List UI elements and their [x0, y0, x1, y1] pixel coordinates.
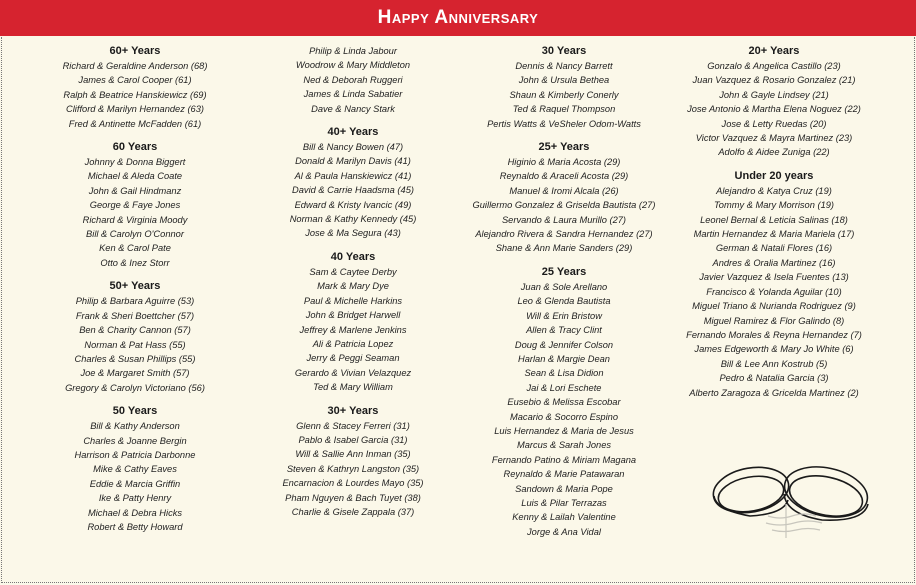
couple-name: George & Faye Jones [89, 200, 181, 211]
anniversary-section [246, 125, 460, 241]
couple-name: Ali & Patricia Lopez [312, 338, 394, 349]
couple-name: Norman & Kathy Kennedy (45) [289, 214, 417, 225]
couple-name: Alberto Zaragoza & Gricelda Martinez (2) [689, 387, 859, 398]
couple-name: Ned & Deborah Ruggeri [303, 74, 403, 85]
couple-name: Otto & Inez Storr [100, 257, 170, 268]
couple-name: Pertis Watts & VeSheler Odom-Watts [487, 118, 641, 129]
anniversary-section [246, 404, 460, 520]
couple-name: Richard & Geraldine Anderson (68) [62, 61, 208, 71]
couple-name: Jerry & Peggi Seaman [306, 353, 400, 364]
section-heading: Under 20 years [734, 169, 814, 182]
couple-list [458, 280, 670, 539]
anniversary-section [246, 250, 460, 395]
couple-name: Sean & Lisa Didion [524, 368, 604, 379]
anniversary-section [668, 169, 880, 400]
couple-name: Ralph & Beatrice Hanskiewicz (69) [63, 89, 207, 100]
couple-name: Pham Nguyen & Bach Tuyet (38) [285, 492, 421, 503]
couple-name: Kenny & Lailah Valentine [512, 512, 616, 523]
section-heading: 40+ Years [327, 126, 379, 139]
couple-name: Luis Hernandez & Maria de Jesus [494, 425, 634, 436]
couple-name: Miguel Ramirez & Flor Galindo (8) [703, 315, 845, 326]
couple-name: Ken & Carol Pate [99, 243, 171, 254]
couple-name: Fred & Antinette McFadden (61) [68, 118, 202, 129]
couple-list [246, 419, 460, 520]
couple-name: Marcus & Sarah Jones [516, 440, 612, 451]
couple-name: Sam & Caytee Derby [309, 266, 397, 277]
couple-name: Bill & Carolyn O'Connor [86, 229, 184, 240]
couple-name: Gonzalo & Angelica Castillo (23) [707, 61, 841, 71]
couple-name: David & Carrie Haadsma (45) [292, 185, 414, 196]
section-heading: 30 Years [541, 45, 587, 57]
couple-name: Ted & Raquel Thompson [512, 104, 616, 115]
couple-name: Philip & Barbara Aguirre (53) [75, 296, 195, 307]
couple-name: Philip & Linda Jabour [309, 46, 397, 56]
section-heading: 40 Years [330, 250, 376, 263]
anniversary-section [668, 44, 880, 160]
anniversary-section [28, 404, 242, 534]
page-title: Happy Anniversary [377, 7, 539, 28]
couple-name: Shane & Ann Marie Sanders (29) [495, 243, 633, 254]
anniversary-section [28, 279, 242, 395]
couple-name: Michael & Debra Hicks [87, 507, 183, 518]
anniversary-section [458, 44, 670, 131]
couple-name: Jose & Letty Ruedas (20) [721, 118, 827, 129]
couple-name: Manuel & Iromi Alcala (26) [509, 185, 619, 196]
couple-name: Guillermo Gonzalez & Griselda Bautista (27) [472, 200, 656, 211]
couple-name: Tommy & Mary Morrison (19) [713, 200, 835, 211]
couple-name: Charlie & Gisele Zappala (37) [291, 506, 415, 517]
couple-name: Johnny & Donna Biggert [84, 157, 186, 168]
couple-name: Bill & Nancy Bowen (47) [302, 142, 404, 153]
couple-name: Juan & Sole Arellano [520, 281, 608, 292]
section-heading: 30+ Years [327, 404, 379, 417]
couple-list [28, 294, 242, 395]
couple-list [458, 59, 670, 131]
couple-name: Juan Vazquez & Rosario Gonzalez (21) [692, 75, 856, 86]
couple-name: Fernando Morales & Reyna Hernandez (7) [686, 329, 862, 340]
wedding-rings-icon [706, 448, 876, 540]
couple-name: Michael & Aleda Coate [87, 171, 183, 182]
couple-name: John & Gayle Lindsey (21) [719, 89, 829, 100]
couple-name: Frank & Sheri Boettcher (57) [75, 310, 195, 321]
section-heading: 50+ Years [109, 280, 161, 293]
couple-name: John & Gail Hindmanz [88, 185, 182, 196]
couple-name: Harlan & Margie Dean [518, 353, 610, 364]
couple-name: Ben & Charity Cannon (57) [79, 325, 191, 336]
couple-list [668, 59, 880, 160]
couple-name: Eusebio & Melissa Escobar [507, 397, 621, 408]
couple-name: Jose Antonio & Martha Elena Noguez (22) [687, 104, 861, 115]
couple-list [28, 419, 242, 534]
couple-name: Harrison & Patricia Darbonne [74, 449, 196, 460]
couple-name: Gregory & Carolyn Victoriano (56) [65, 382, 205, 393]
couple-name: Shaun & Kimberly Conerly [509, 89, 619, 100]
couple-name: Robert & Betty Howard [87, 521, 183, 532]
couple-name: Leonel Bernal & Leticia Salinas (18) [700, 214, 848, 225]
couple-name: James & Linda Sabatier [303, 89, 403, 100]
dotted-border-bottom [1, 582, 915, 583]
couple-list [668, 184, 880, 400]
couple-name: James & Carol Cooper (61) [78, 75, 192, 86]
column-3 [458, 44, 670, 548]
couple-name: Pablo & Isabel Garcia (31) [298, 434, 408, 445]
couple-name: John & Bridget Harwell [305, 310, 401, 321]
couple-list [246, 265, 460, 395]
couple-name: Francisco & Yolanda Aguilar (10) [706, 286, 842, 297]
couple-name: Jorge & Ana Vidal [527, 526, 601, 537]
column-2 [246, 44, 460, 528]
couple-name: Macario & Socorro Espino [510, 411, 618, 422]
couple-name: Clifford & Marilyn Hernandez (63) [66, 104, 204, 115]
anniversary-section [458, 265, 670, 539]
couple-name: Higinio & Maria Acosta (29) [507, 157, 621, 168]
couple-name: Steven & Kathryn Langston (35) [286, 463, 420, 474]
couple-name: Donald & Marilyn Davis (41) [295, 156, 411, 167]
couple-name: Adolfo & Aidee Zuniga (22) [718, 147, 830, 158]
couple-name: Reynaldo & Araceli Acosta (29) [499, 171, 629, 182]
section-heading: 50 Years [112, 405, 158, 418]
couple-name: Mike & Cathy Eaves [93, 464, 177, 475]
couple-name: Charles & Susan Phillips (55) [74, 353, 196, 364]
couple-name: Victor Vazquez & Mayra Martinez (23) [695, 133, 853, 144]
couple-name: Javier Vazquez & Isela Fuentes (13) [699, 272, 849, 283]
couple-name: German & Natali Flores (16) [715, 243, 833, 254]
couple-list [28, 155, 242, 270]
anniversary-section [28, 140, 242, 270]
couple-name: Ted & Mary William [313, 382, 393, 393]
couple-list [458, 155, 670, 256]
couple-name: Bill & Kathy Anderson [90, 421, 180, 432]
couple-name: Norman & Pat Hass (55) [84, 339, 186, 350]
couple-name: Sandown & Maria Pope [515, 483, 613, 494]
couple-name: Woodrow & Mary Middleton [295, 60, 411, 71]
couple-name: Leo & Glenda Bautista [517, 296, 611, 307]
couple-name: Alejandro Rivera & Sandra Hernandez (27) [475, 229, 653, 240]
section-heading: 20+ Years [748, 45, 800, 57]
couple-name: Dennis & Nancy Barrett [515, 61, 613, 71]
couple-name: Reynaldo & Marie Patawaran [503, 469, 625, 480]
anniversary-section [458, 140, 670, 256]
anniversary-section [246, 44, 460, 116]
couple-name: Luis & Pilar Terrazas [521, 497, 607, 508]
couple-name: Richard & Virginia Moody [82, 214, 188, 225]
couple-name: Fernando Patino & Miriam Magana [491, 454, 637, 465]
couple-name: Bill & Lee Ann Kostrub (5) [720, 358, 828, 369]
couple-name: Al & Paula Hanskiewicz (41) [294, 170, 412, 181]
couple-name: Encarnacion & Lourdes Mayo (35) [282, 478, 424, 489]
section-heading: 25 Years [541, 265, 587, 278]
couple-name: Jeffrey & Marlene Jenkins [299, 324, 407, 335]
couple-name: Mark & Mary Dye [317, 281, 389, 292]
dotted-border-right [914, 37, 915, 583]
couple-name: Miguel Triano & Nurianda Rodriguez (9) [692, 301, 856, 312]
couple-list [28, 59, 242, 131]
couple-name: Gerardo & Vivian Velazquez [294, 367, 412, 378]
column-4 [668, 44, 880, 409]
anniversary-section [28, 44, 242, 131]
couple-name: Martin Hernandez & Maria Mariela (17) [693, 229, 855, 240]
couple-list [246, 140, 460, 241]
couple-name: Eddie & Marcia Griffin [89, 478, 181, 489]
couple-name: John & Ursula Bethea [518, 75, 610, 86]
couple-list [246, 44, 460, 116]
couple-name: Allen & Tracy Clint [526, 325, 602, 336]
couple-name: Joe & Margaret Smith (57) [80, 368, 190, 379]
couple-name: Charles & Joanne Bergin [83, 435, 187, 446]
section-heading: 25+ Years [538, 141, 590, 154]
couple-name: James Edgeworth & Mary Jo White (6) [694, 344, 854, 355]
couple-name: Paul & Michelle Harkins [303, 295, 403, 306]
couple-name: Dave & Nancy Stark [311, 103, 395, 114]
couple-name: Jai & Lori Eschete [526, 382, 602, 393]
section-heading: 60+ Years [109, 45, 161, 57]
couple-name: Doug & Jennifer Colson [514, 339, 614, 350]
couple-name: Will & Sallie Ann Inman (35) [295, 449, 411, 460]
section-heading: 60 Years [112, 141, 158, 154]
couple-name: Edward & Kristy Ivancic (49) [294, 199, 412, 210]
couple-name: Alejandro & Katya Cruz (19) [716, 185, 832, 196]
dotted-border-left [1, 37, 2, 583]
column-1 [28, 44, 242, 543]
couple-name: Servando & Laura Murillo (27) [501, 214, 627, 225]
couple-name: Ike & Patty Henry [98, 493, 172, 504]
couple-name: Will & Erin Bristow [526, 310, 602, 321]
couple-name: Andres & Oralia Martinez (16) [712, 257, 836, 268]
couple-name: Glenn & Stacey Ferreri (31) [296, 420, 410, 431]
couple-name: Pedro & Natalia Garcia (3) [719, 373, 829, 384]
couple-name: Jose & Ma Segura (43) [305, 228, 401, 239]
header-banner [0, 0, 916, 36]
